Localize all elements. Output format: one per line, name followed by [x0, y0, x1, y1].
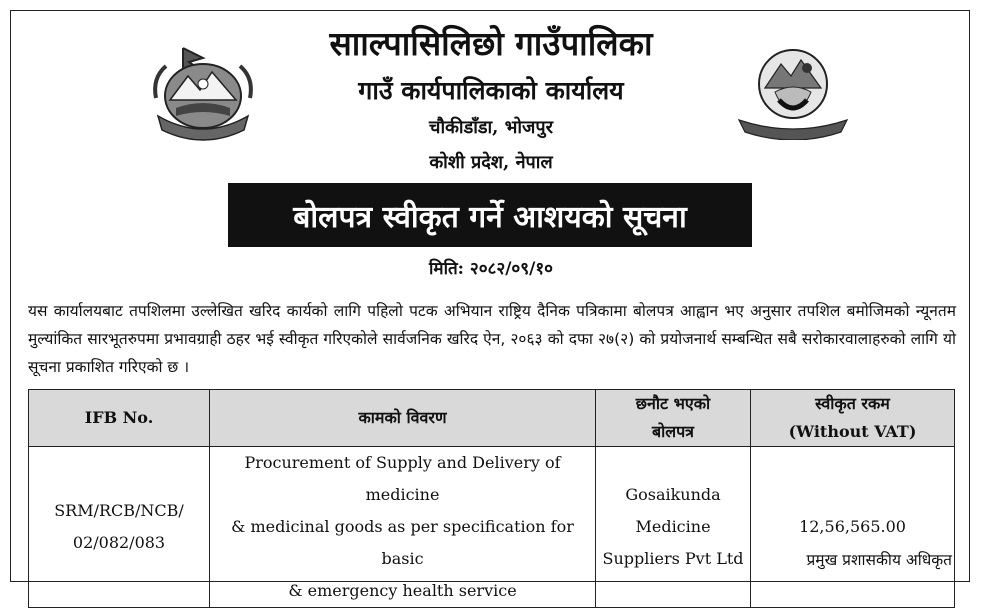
signatory: प्रमुख प्रशासकीय अधिकृत [806, 551, 952, 569]
notice-body: यस कार्यालयबाट तपशिलमा उल्लेखित खरिद कार्यको लागि पहिलो पटक अभियान राष्ट्रिय दैनिक पत्रिकामा बोलपत्र आह्वान भए अनुसार तपशिल बमोजिमको न्यूनतम मुल्यांकित सारभूतरुपमा प्रभावग्राही ठहर भई स्वीकृत गरिएकोले सार्वजनिक खरिद ऐन, २०६३ को दफा २७(२) को प्रयोजनार्थ सम्बन्धित सबै सरोकारवालाहरुको लागि यो सूचना प्रकाशित गरिएको छ । [28, 302, 956, 376]
bid-table [28, 389, 955, 608]
address-line2: कोशी प्रदेश, नेपाल [429, 152, 553, 173]
office-name: गाउँ कार्यपालिकाको कार्यालय [358, 76, 624, 105]
table-row [29, 447, 955, 608]
header-selected-bid-line1: छनौट भएको [635, 394, 711, 413]
notice-date: मिति: २०८२/०९/१० [429, 259, 553, 279]
header-amount-line2: (Without VAT) [788, 422, 917, 441]
notice-title: बोलपत्र स्वीकृत गर्ने आशयको सूचना [228, 183, 752, 247]
header-amount-line1: स्वीकृत रकम [815, 394, 890, 413]
header-selected-bid [596, 390, 751, 447]
header-amount [751, 390, 955, 447]
cell-description: Procurement of Supply and Delivery of medicine & medicinal goods as per specification for basic & emergency health service [210, 447, 596, 608]
address-line1: चौकीडाँडा, भोजपुर [429, 117, 553, 138]
cell-bidder: Gosaikunda Medicine Suppliers Pvt Ltd [596, 447, 751, 608]
table-header-row [29, 390, 955, 447]
header-ifb: IFB No. [29, 390, 210, 447]
cell-ifb: SRM/RCB/NCB/ 02/082/083 [29, 447, 210, 608]
header-description: कामको विवरण [210, 390, 596, 447]
header-selected-bid-line2: बोलपत्र [651, 422, 695, 441]
municipality-name: सााल्पासिलिछो गाउँपालिका [329, 24, 653, 63]
cell-amount: 12,56,565.00 [751, 447, 955, 608]
